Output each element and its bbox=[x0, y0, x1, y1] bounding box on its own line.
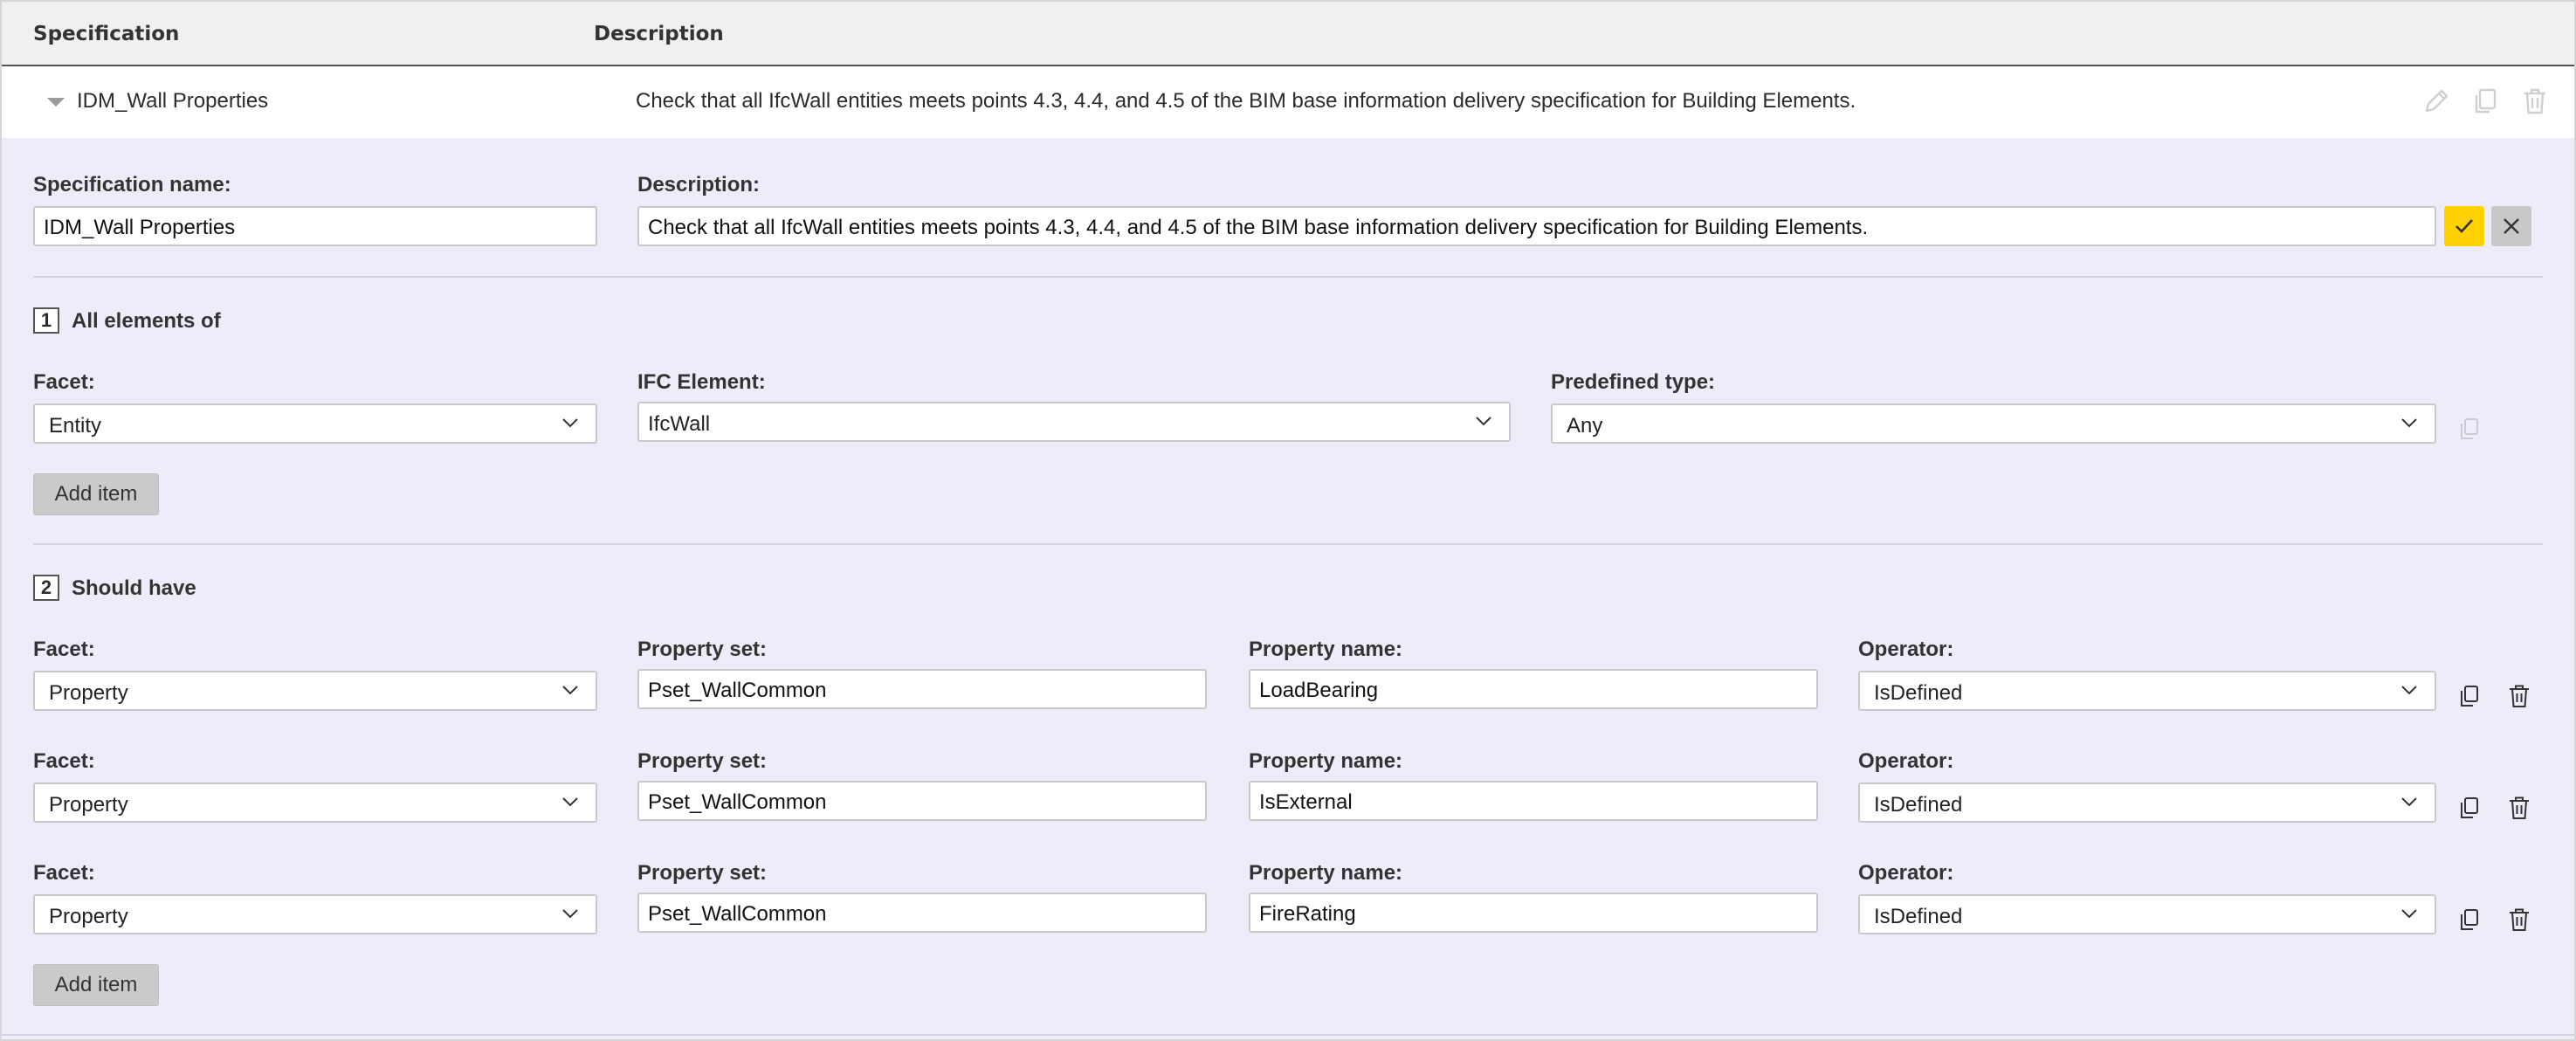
chevron-down-icon bbox=[1474, 415, 1493, 427]
facet-select[interactable] bbox=[33, 782, 597, 823]
operator-select-value: IsDefined bbox=[1874, 793, 1963, 817]
property-name-input[interactable]: IsExternal bbox=[1249, 781, 1818, 821]
divider bbox=[2, 1034, 2574, 1036]
specification-row-name: IDM_Wall Properties bbox=[77, 89, 269, 113]
facet-select[interactable] bbox=[33, 403, 597, 444]
facet-select-value: Property bbox=[49, 681, 128, 705]
facet-select[interactable] bbox=[33, 894, 597, 934]
property-set-label: Property set: bbox=[637, 749, 768, 773]
facet-label: Facet: bbox=[33, 638, 95, 661]
copy-icon[interactable] bbox=[2470, 86, 2502, 117]
property-set-input[interactable]: Pset_WallCommon bbox=[637, 781, 1207, 821]
column-header-description: Description bbox=[594, 23, 724, 45]
property-set-input[interactable]: Pset_WallCommon bbox=[637, 669, 1207, 709]
operator-select[interactable] bbox=[1858, 894, 2436, 934]
predefined-type-select-value: Any bbox=[1567, 414, 1603, 438]
section-number-badge: 2 bbox=[33, 575, 59, 601]
section-number-badge: 1 bbox=[33, 307, 59, 334]
facet-select-value: Property bbox=[49, 905, 128, 928]
property-name-label: Property name: bbox=[1249, 638, 1403, 661]
description-label: Description: bbox=[637, 173, 761, 196]
ifc-element-label: IFC Element: bbox=[637, 370, 766, 394]
table-header bbox=[2, 2, 2574, 66]
chevron-down-icon bbox=[561, 796, 580, 808]
property-name-input[interactable]: FireRating bbox=[1249, 893, 1818, 933]
specification-row[interactable] bbox=[2, 66, 2574, 138]
chevron-down-icon bbox=[2400, 417, 2419, 429]
column-header-specification: Specification bbox=[33, 23, 180, 45]
operator-label: Operator: bbox=[1858, 638, 1954, 661]
specification-name-label: Specification name: bbox=[33, 173, 231, 196]
specification-edit-panel bbox=[2, 138, 2574, 1039]
chevron-down-icon bbox=[561, 684, 580, 696]
trash-icon[interactable] bbox=[2506, 683, 2532, 709]
property-name-label: Property name: bbox=[1249, 749, 1403, 773]
copy-icon[interactable] bbox=[2457, 683, 2483, 709]
pencil-icon[interactable] bbox=[2421, 86, 2452, 117]
facet-label: Facet: bbox=[33, 749, 95, 773]
chevron-down-icon bbox=[2400, 796, 2419, 808]
operator-label: Operator: bbox=[1858, 749, 1954, 773]
predefined-type-select[interactable] bbox=[1551, 403, 2436, 444]
trash-icon[interactable] bbox=[2519, 86, 2551, 117]
facet-label: Facet: bbox=[33, 370, 95, 394]
trash-icon[interactable] bbox=[2506, 907, 2532, 933]
property-set-label: Property set: bbox=[637, 861, 768, 885]
facet-select-value: Entity bbox=[49, 414, 102, 438]
close-icon bbox=[2491, 206, 2531, 246]
description-input[interactable]: Check that all IfcWall entities meets points 4.3, 4.4, and 4.5 of the BIM base information delivery specification for Building Elements. bbox=[637, 206, 2436, 246]
property-name-input[interactable]: LoadBearing bbox=[1249, 669, 1818, 709]
add-item-button[interactable]: Add item bbox=[33, 964, 159, 1006]
collapse-caret-icon[interactable] bbox=[47, 98, 65, 107]
copy-icon[interactable] bbox=[2457, 416, 2483, 442]
add-item-button[interactable]: Add item bbox=[33, 473, 159, 515]
check-icon bbox=[2444, 206, 2484, 246]
operator-select-value: IsDefined bbox=[1874, 905, 1963, 928]
operator-select-value: IsDefined bbox=[1874, 681, 1963, 705]
predefined-type-label: Predefined type: bbox=[1551, 370, 1716, 394]
divider bbox=[33, 276, 2543, 278]
property-name-label: Property name: bbox=[1249, 861, 1403, 885]
ifc-element-select[interactable] bbox=[637, 402, 1511, 442]
chevron-down-icon bbox=[561, 417, 580, 429]
facet-select[interactable] bbox=[33, 671, 597, 711]
chevron-down-icon bbox=[2400, 684, 2419, 696]
cancel-button[interactable] bbox=[2491, 206, 2531, 246]
applicability-section-title: All elements of bbox=[72, 309, 221, 333]
confirm-button[interactable] bbox=[2444, 206, 2484, 246]
specification-name-input[interactable]: IDM_Wall Properties bbox=[33, 206, 597, 246]
property-set-input[interactable]: Pset_WallCommon bbox=[637, 893, 1207, 933]
divider bbox=[33, 543, 2543, 545]
operator-select[interactable] bbox=[1858, 671, 2436, 711]
facet-label: Facet: bbox=[33, 861, 95, 885]
copy-icon[interactable] bbox=[2457, 907, 2483, 933]
ifc-element-select-value: IfcWall bbox=[648, 412, 711, 436]
specification-row-description: Check that all IfcWall entities meets points 4.3, 4.4, and 4.5 of the BIM base information delivery specification for Building Elements. bbox=[636, 89, 1856, 113]
chevron-down-icon bbox=[561, 907, 580, 920]
property-set-label: Property set: bbox=[637, 638, 768, 661]
operator-label: Operator: bbox=[1858, 861, 1954, 885]
requirements-section-title: Should have bbox=[72, 576, 196, 600]
operator-select[interactable] bbox=[1858, 782, 2436, 823]
trash-icon[interactable] bbox=[2506, 795, 2532, 821]
chevron-down-icon bbox=[2400, 907, 2419, 920]
facet-select-value: Property bbox=[49, 793, 128, 817]
copy-icon[interactable] bbox=[2457, 795, 2483, 821]
